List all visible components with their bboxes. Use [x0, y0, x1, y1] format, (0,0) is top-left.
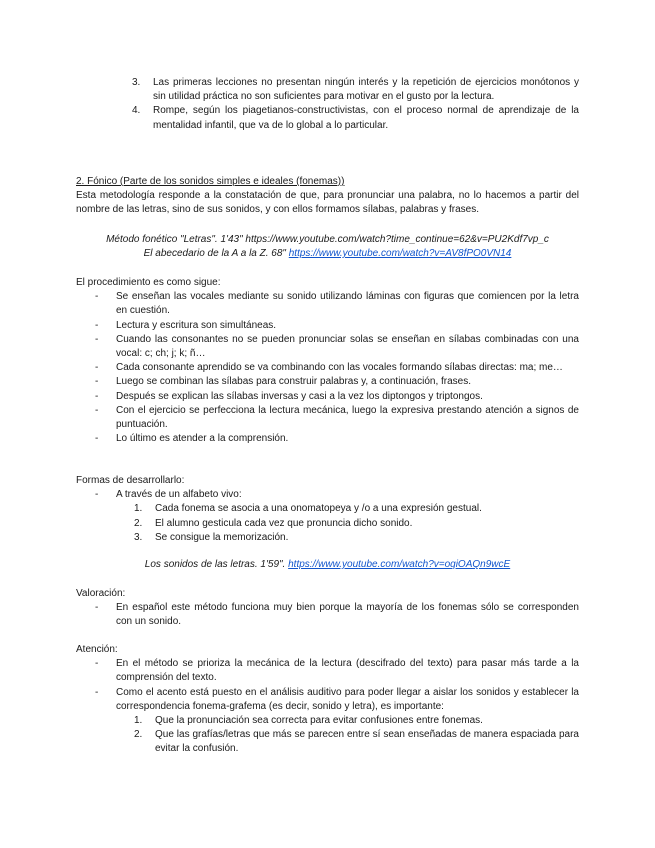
list-item — [95, 290, 579, 318]
list-item — [95, 488, 579, 502]
sub-list-item — [134, 502, 579, 516]
item-text: Luego se combinan las sílabas para construir palabras y, a continuación, frases. — [116, 376, 472, 388]
procedure-section — [76, 276, 579, 446]
item-text: Que las grafías/letras que más se parecen entre sí sean enseñadas de manera espaciada para evitar la confusión. — [155, 729, 579, 755]
atencion-section — [76, 643, 579, 757]
item-text: El alumno gesticula cada vez que pronuncia dicho sonido. — [155, 517, 413, 529]
forms-heading: Formas de desarrollarlo: — [76, 475, 185, 486]
item-number: 4. — [132, 105, 141, 117]
reference-title: Los sonidos de las letras. 1'59". — [144, 559, 289, 570]
bullet: - — [95, 376, 99, 388]
bullet: - — [95, 433, 99, 445]
list-item — [95, 404, 579, 432]
procedure-heading: El procedimiento es como sigue: — [76, 277, 221, 288]
reference-line: Método fonético "Letras". 1'43" https://www.youtube.com/watch?time_continue=62&v=PU2Kdf7vp_c — [106, 234, 549, 245]
item-text: Se enseñan las vocales mediante su sonido utilizando láminas con figuras que comiencen por la letra en cuestión. — [116, 291, 579, 317]
item-text: En el método se prioriza la mecánica de la lectura (descifrado del texto) para pasar más tarde a la comprensión del texto. — [116, 658, 579, 684]
atencion-heading: Atención: — [76, 644, 118, 655]
item-text: Como el acento está puesto en el análisis auditivo para poder llegar a aislar los sonidos y establecer la correspondencia fonema-grafema (es decir, sonido y letra), es importante: — [116, 686, 579, 712]
item-text: Después se explican las sílabas inversas y casi a la vez los diptongos y triptongos. — [116, 390, 483, 402]
bullet: - — [95, 319, 99, 331]
intro-list — [76, 76, 579, 133]
item-text: Cada consonante aprendido se va combinando con las vocales formando sílabas directas: ma; me… — [116, 362, 563, 374]
sub-list-item — [134, 517, 579, 531]
item-number: 1. — [134, 715, 143, 727]
item-text: Rompe, según los piagetianos-constructivistas, con el proceso normal de aprendizaje de la mentalidad infantil, que va de lo global a lo particular. — [153, 105, 579, 131]
sub-list-item — [134, 531, 579, 545]
reference-line — [76, 247, 579, 261]
item-text: A través de un alfabeto vivo: — [116, 489, 242, 501]
sub-list-item — [134, 714, 579, 728]
item-text: Cada fonema se asocia a una onomatopeya y /o a una expresión gestual. — [155, 503, 482, 515]
list-item — [95, 375, 579, 389]
sub-list-item — [134, 728, 579, 756]
item-text: En español este método funciona muy bien porque la mayoría de los fonemas sólo se corresponden con un sonido. — [116, 602, 579, 628]
bullet: - — [95, 291, 99, 303]
bullet: - — [95, 658, 99, 670]
bullet: - — [95, 390, 99, 402]
list-item — [95, 686, 579, 714]
item-text: Se consigue la memorización. — [155, 531, 289, 543]
list-item — [95, 333, 579, 361]
item-number: 2. — [134, 517, 143, 529]
section-heading: 2. Fónico (Parte de los sonidos simples e ideales (fonemas)) — [76, 176, 345, 187]
video-link[interactable]: https://www.youtube.com/watch?v=AV8fPO0VN14 — [288, 248, 512, 260]
item-number: 1. — [134, 503, 143, 515]
reference-title: El abecedario de la A a la Z. 68" — [143, 248, 289, 260]
item-text: Cuando las consonantes no se pueden pronunciar solas se enseñan en sílabas combinadas con una vocal: c; ch; j; k; ñ… — [116, 333, 579, 360]
item-text: Lectura y escritura son simultáneas. — [116, 319, 277, 331]
forms-section — [76, 474, 579, 545]
video-link[interactable]: https://www.youtube.com/watch?v=oqiOAQn9wcE — [288, 559, 511, 570]
valoracion-section — [76, 587, 579, 630]
list-item — [95, 361, 579, 375]
list-item — [132, 76, 579, 104]
section-2 — [76, 175, 579, 218]
list-item — [95, 319, 579, 333]
list-item — [132, 104, 579, 132]
item-text: Las primeras lecciones no presentan ningún interés y la repetición de ejercicios monótonos y sin utilidad práctica no son suficientes para motivar en el gusto por la lectura. — [153, 77, 579, 103]
list-item — [95, 601, 579, 629]
item-text: Con el ejercicio se perfecciona la lectura mecánica, luego la expresiva prestando atención a signos de puntuación. — [116, 404, 579, 431]
item-text: Que la pronunciación sea correcta para evitar confusiones entre fonemas. — [155, 715, 483, 727]
list-item — [95, 390, 579, 404]
bullet: - — [95, 489, 99, 501]
item-number: 2. — [134, 729, 143, 741]
valoracion-heading: Valoración: — [76, 588, 126, 599]
list-item — [95, 657, 579, 685]
bullet: - — [95, 602, 99, 614]
bullet: - — [95, 686, 99, 698]
item-number: 3. — [134, 531, 143, 543]
item-text: Lo último es atender a la comprensión. — [116, 433, 289, 445]
item-number: 3. — [132, 77, 141, 88]
list-item — [95, 432, 579, 446]
references-1 — [76, 233, 579, 261]
bullet: - — [95, 404, 99, 416]
reference-line — [76, 558, 579, 572]
bullet: - — [95, 362, 99, 374]
references-2 — [76, 558, 579, 572]
section-description: Esta metodología responde a la constatación de que, para pronunciar una palabra, no lo hacemos a partir del nombre de las letras, sino de sus sonidos, y con ellos formamos sílabas, palabras y frases. — [76, 190, 579, 216]
bullet: - — [95, 333, 99, 345]
